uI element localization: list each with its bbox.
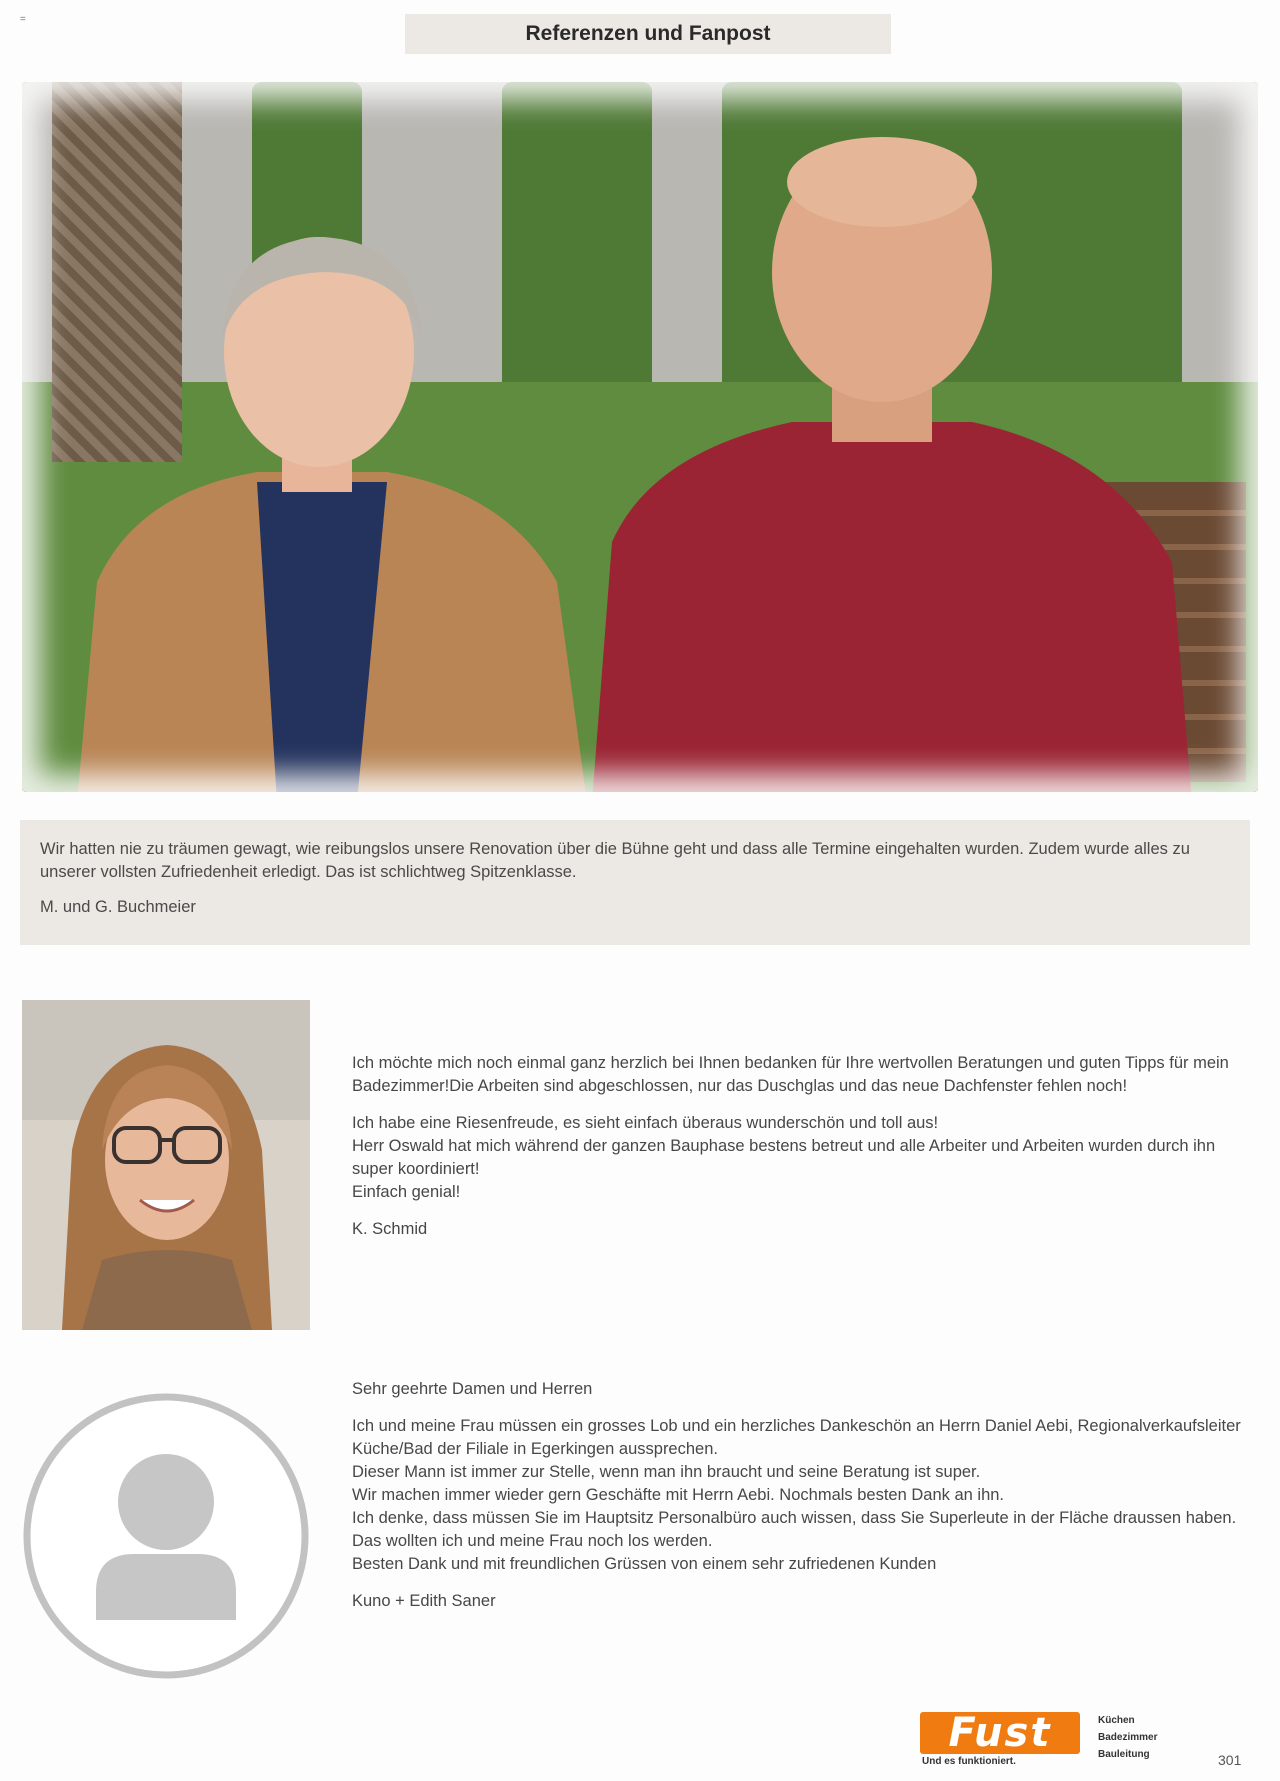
category-label: Bauleitung bbox=[1098, 1749, 1150, 1760]
fust-logo bbox=[920, 1712, 1080, 1772]
testimonial-signature: M. und G. Buchmeier bbox=[40, 898, 196, 916]
testimonial-buchmeier bbox=[20, 820, 1250, 945]
couple-photo bbox=[22, 82, 1258, 792]
testimonial-schmid bbox=[352, 1052, 1252, 1255]
brand-name: Fust bbox=[948, 1710, 1052, 1756]
testimonial-paragraph: Herr Oswald hat mich während der ganzen Bauphase bestens betreut und alle Arbeiter und Arbeiten wurden durch ihn super koordiniert! bbox=[352, 1137, 1216, 1178]
woman-portrait-photo bbox=[22, 1000, 310, 1330]
testimonial-salutation: Sehr geehrte Damen und Herren bbox=[352, 1380, 593, 1398]
testimonial-saner bbox=[352, 1378, 1252, 1627]
category-label: Küchen bbox=[1098, 1715, 1135, 1726]
avatar-placeholder-icon bbox=[22, 1392, 310, 1680]
testimonial-paragraph: Ich möchte mich noch einmal ganz herzlich bei Ihnen bedanken für Ihre wertvollen Beratungen und guten Tipps für mein Badezimmer!Die Arbeiten sind abgeschlossen, nur das Duschglas und das neue Dachfenster fehlen noch! bbox=[352, 1054, 1229, 1095]
testimonial-paragraph: Ich habe eine Riesenfreude, es sieht einfach überaus wunderschön und toll aus! bbox=[352, 1114, 939, 1132]
page-number: 301 bbox=[1218, 1752, 1242, 1768]
woman-figure bbox=[57, 202, 617, 792]
corner-mark: = bbox=[20, 14, 26, 25]
testimonial-signature: Kuno + Edith Saner bbox=[352, 1592, 496, 1610]
man-figure bbox=[592, 122, 1202, 792]
testimonial-line: Das wollten ich und meine Frau noch los werden. bbox=[352, 1532, 713, 1550]
testimonial-line: Wir machen immer wieder gern Geschäfte mit Herrn Aebi. Nochmals besten Dank an ihn. bbox=[352, 1486, 1005, 1504]
brand-slogan: Und es funktioniert. bbox=[922, 1756, 1016, 1767]
page-title: Referenzen und Fanpost bbox=[405, 14, 891, 54]
brand-categories bbox=[1098, 1712, 1157, 1763]
testimonial-line: Ich denke, dass müssen Sie im Hauptsitz Personalbüro auch wissen, dass Sie Superleute in der Fläche draussen haben. bbox=[352, 1509, 1237, 1527]
testimonial-paragraph: Einfach genial! bbox=[352, 1183, 461, 1201]
testimonial-line: Besten Dank und mit freundlichen Grüssen von einem sehr zufriedenen Kunden bbox=[352, 1555, 937, 1573]
testimonial-text: Wir hatten nie zu träumen gewagt, wie reibungslos unsere Renovation über die Bühne geht und dass alle Termine eingehalten wurden. Zudem wurde alles zu unserer vollsten Zufriedenheit erledigt. Das ist schlichtweg Spitzenklasse. bbox=[40, 840, 1190, 881]
category-label: Badezimmer bbox=[1098, 1732, 1158, 1743]
testimonial-signature: K. Schmid bbox=[352, 1220, 428, 1238]
testimonial-line: Ich und meine Frau müssen ein grosses Lob und ein herzliches Dankeschön an Herrn Daniel Aebi, Regionalverkaufsleiter Küche/Bad der Filiale in Egerkingen aussprechen. bbox=[352, 1417, 1241, 1458]
testimonial-line: Dieser Mann ist immer zur Stelle, wenn man ihn braucht und seine Beratung ist super. bbox=[352, 1463, 981, 1481]
